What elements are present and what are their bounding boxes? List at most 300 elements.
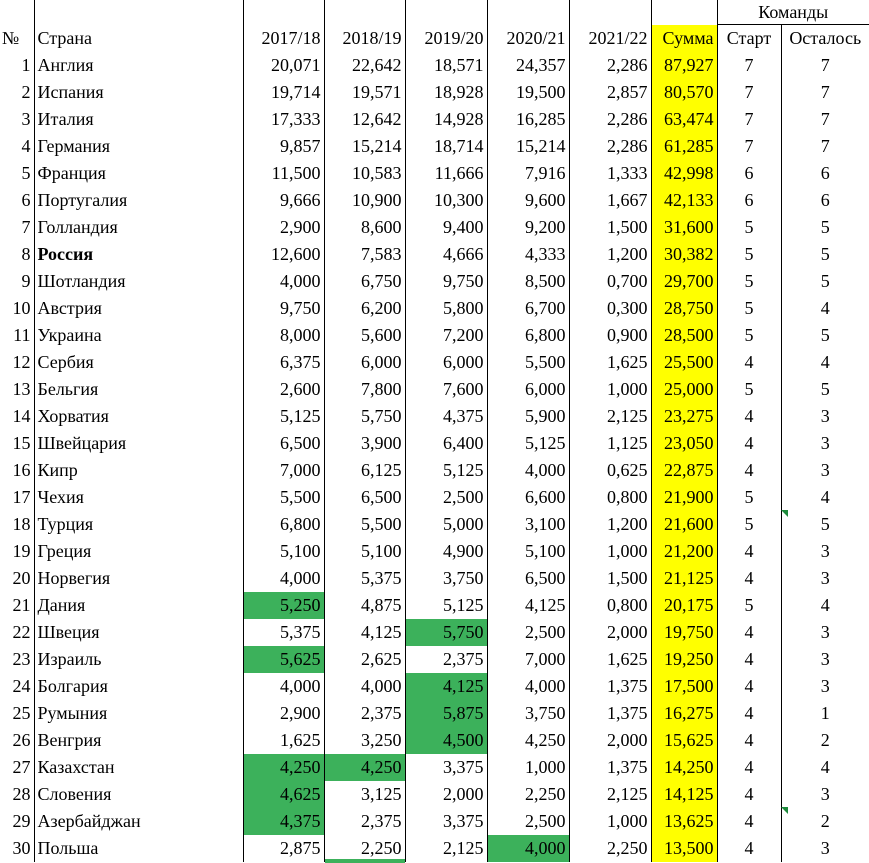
- rank-cell: 19: [12, 541, 31, 561]
- country-cell: Швеция: [34, 619, 243, 646]
- remaining-cell: 4: [781, 754, 869, 781]
- remaining-cell: 3: [781, 403, 869, 430]
- table-row: [0, 403, 869, 430]
- country-cell: Румыния: [34, 700, 243, 727]
- remaining-cell: 3: [781, 646, 869, 673]
- season-4-cell: 4,000: [487, 673, 569, 700]
- season-5-cell: 2,286: [569, 106, 651, 133]
- sum-cell: 16,275: [651, 700, 717, 727]
- country-cell: Украина: [34, 322, 243, 349]
- season-1-cell: 5,625: [243, 646, 324, 673]
- table-row: [0, 835, 869, 862]
- remaining-cell: 4: [781, 349, 869, 376]
- table-row: [0, 700, 869, 727]
- season-1-cell: 7,000: [243, 457, 324, 484]
- season-5-cell: 2,000: [569, 619, 651, 646]
- season-4-cell: 4,000: [487, 835, 569, 862]
- season-1-cell: 2,900: [243, 214, 324, 241]
- country-cell: Турция: [34, 511, 243, 538]
- remaining-cell: 1: [781, 700, 869, 727]
- header-season-5: 2021/22: [569, 25, 651, 53]
- season-2-cell: 3,125: [324, 781, 405, 808]
- season-1-cell: 2,600: [243, 376, 324, 403]
- country-cell: Италия: [34, 106, 243, 133]
- rank-cell: 3: [21, 109, 31, 129]
- season-2-cell: 6,500: [324, 484, 405, 511]
- season-3-cell: 18,571: [405, 52, 487, 79]
- season-4-cell: 1,000: [487, 754, 569, 781]
- empty-cell: [0, 0, 34, 25]
- season-5-cell: 1,333: [569, 160, 651, 187]
- remaining-cell: 7: [781, 106, 869, 133]
- season-5-cell: 0,625: [569, 457, 651, 484]
- season-1-cell: 2,875: [243, 835, 324, 862]
- sum-cell: 31,600: [651, 214, 717, 241]
- empty-cell: [243, 0, 324, 25]
- season-4-cell: 2,250: [487, 781, 569, 808]
- rank-cell: 13: [12, 379, 31, 399]
- season-4-cell: 6,000: [487, 376, 569, 403]
- table-row: [0, 808, 869, 835]
- season-5-cell: 1,625: [569, 646, 651, 673]
- rank-cell: 29: [12, 811, 31, 831]
- season-5-cell: 0,700: [569, 268, 651, 295]
- rank-cell: 17: [12, 487, 31, 507]
- start-cell: 4: [717, 457, 781, 484]
- rank-cell: 2: [21, 82, 31, 102]
- rank-cell: 16: [12, 460, 31, 480]
- sum-cell: 25,500: [651, 349, 717, 376]
- season-1-cell: 4,625: [243, 781, 324, 808]
- table-row: [0, 187, 869, 214]
- remaining-cell: 3: [781, 457, 869, 484]
- country-cell: Португалия: [34, 187, 243, 214]
- remaining-cell: 5: [781, 322, 869, 349]
- season-2-cell: 5,375: [324, 565, 405, 592]
- table-row: [0, 754, 869, 781]
- table-row: [0, 295, 869, 322]
- season-1-cell: 6,800: [243, 511, 324, 538]
- season-2-cell: 7,583: [324, 241, 405, 268]
- table-row: [0, 511, 869, 538]
- comment-indicator-icon: [781, 807, 788, 814]
- season-2-cell: 2,250: [324, 835, 405, 862]
- season-3-cell: 5,750: [405, 619, 487, 646]
- sum-cell: 21,900: [651, 484, 717, 511]
- table-row: [0, 79, 869, 106]
- season-1-cell: 19,714: [243, 79, 324, 106]
- start-cell: 5: [717, 322, 781, 349]
- table-row: [0, 376, 869, 403]
- season-3-cell: 9,400: [405, 214, 487, 241]
- season-2-cell: 3,250: [324, 727, 405, 754]
- season-3-cell: 6,400: [405, 430, 487, 457]
- sum-cell: 87,927: [651, 52, 717, 79]
- season-5-cell: 1,375: [569, 754, 651, 781]
- remaining-cell: 7: [781, 52, 869, 79]
- start-cell: 4: [717, 835, 781, 862]
- table-row: [0, 538, 869, 565]
- remaining-cell: 6: [781, 160, 869, 187]
- season-4-cell: 3,750: [487, 700, 569, 727]
- start-cell: 4: [717, 646, 781, 673]
- sum-cell: 42,133: [651, 187, 717, 214]
- remaining-cell: 4: [781, 484, 869, 511]
- season-3-cell: 4,500: [405, 727, 487, 754]
- start-cell: 5: [717, 295, 781, 322]
- country-cell: Голландия: [34, 214, 243, 241]
- season-2-cell: 6,000: [324, 349, 405, 376]
- group-header-row: [0, 0, 869, 25]
- season-5-cell: 0,300: [569, 295, 651, 322]
- season-1-cell: 6,500: [243, 430, 324, 457]
- rank-cell: 20: [12, 568, 31, 588]
- season-3-cell: 14,928: [405, 106, 487, 133]
- season-1-cell: 5,375: [243, 619, 324, 646]
- rank-cell: 18: [12, 514, 31, 534]
- rank-cell: 6: [21, 190, 31, 210]
- country-cell: Испания: [34, 79, 243, 106]
- season-1-cell: 5,500: [243, 484, 324, 511]
- rank-cell: 24: [12, 676, 31, 696]
- start-cell: 7: [717, 133, 781, 160]
- table-row: [0, 484, 869, 511]
- season-2-cell: 2,375: [324, 700, 405, 727]
- rank-cell: 28: [12, 784, 31, 804]
- season-1-cell: 4,375: [243, 808, 324, 835]
- season-4-cell: 5,500: [487, 349, 569, 376]
- season-3-cell: 2,375: [405, 646, 487, 673]
- season-1-cell: 9,750: [243, 295, 324, 322]
- season-4-cell: 9,200: [487, 214, 569, 241]
- season-3-cell: 7,200: [405, 322, 487, 349]
- empty-cell: [651, 0, 717, 25]
- table-row: [0, 349, 869, 376]
- rank-cell: 23: [12, 649, 31, 669]
- season-2-cell: 2,625: [324, 646, 405, 673]
- start-cell: 5: [717, 484, 781, 511]
- season-3-cell: 7,600: [405, 376, 487, 403]
- sum-cell: 28,750: [651, 295, 717, 322]
- season-2-cell: 5,100: [324, 538, 405, 565]
- remaining-cell: 6: [781, 187, 869, 214]
- country-cell: Казахстан: [34, 754, 243, 781]
- rank-cell: 12: [12, 352, 31, 372]
- season-5-cell: 2,857: [569, 79, 651, 106]
- start-cell: 5: [717, 592, 781, 619]
- rank-cell: 14: [12, 406, 31, 426]
- empty-cell: [405, 0, 487, 25]
- season-3-cell: 18,928: [405, 79, 487, 106]
- season-3-cell: 10,300: [405, 187, 487, 214]
- season-5-cell: 1,000: [569, 538, 651, 565]
- comment-indicator-icon: [781, 510, 788, 517]
- table-row: [0, 214, 869, 241]
- season-1-cell: 5,125: [243, 403, 324, 430]
- remaining-cell: 3: [781, 538, 869, 565]
- country-cell: Австрия: [34, 295, 243, 322]
- table-row: [0, 619, 869, 646]
- season-5-cell: 1,375: [569, 700, 651, 727]
- season-5-cell: 2,125: [569, 403, 651, 430]
- season-5-cell: 1,125: [569, 430, 651, 457]
- season-2-cell: 10,900: [324, 187, 405, 214]
- season-5-cell: 1,500: [569, 214, 651, 241]
- country-cell: Россия: [34, 241, 243, 268]
- season-3-cell: 4,125: [405, 673, 487, 700]
- season-2-cell: 8,600: [324, 214, 405, 241]
- header-season-3: 2019/20: [405, 25, 487, 53]
- sum-cell: 25,000: [651, 376, 717, 403]
- country-cell: Бельгия: [34, 376, 243, 403]
- header-start: Старт: [717, 25, 781, 53]
- remaining-cell: 7: [781, 133, 869, 160]
- remaining-cell: 7: [781, 79, 869, 106]
- season-5-cell: 1,667: [569, 187, 651, 214]
- sum-cell: 61,285: [651, 133, 717, 160]
- start-cell: 4: [717, 673, 781, 700]
- season-3-cell: 4,375: [405, 403, 487, 430]
- season-2-cell: 4,250: [324, 754, 405, 781]
- country-cell: Болгария: [34, 673, 243, 700]
- table-row: [0, 52, 869, 79]
- start-cell: 5: [717, 214, 781, 241]
- table-row: [0, 241, 869, 268]
- header-season-4: 2020/21: [487, 25, 569, 53]
- sum-cell: 14,125: [651, 781, 717, 808]
- rank-cell: 21: [12, 595, 31, 615]
- country-cell: Дания: [34, 592, 243, 619]
- table-row: [0, 106, 869, 133]
- season-5-cell: 2,125: [569, 781, 651, 808]
- start-cell: 4: [717, 727, 781, 754]
- country-cell: Венгрия: [34, 727, 243, 754]
- start-cell: 4: [717, 349, 781, 376]
- sum-cell: 17,500: [651, 673, 717, 700]
- rank-cell: 30: [12, 838, 31, 858]
- highlight-fragment: [325, 859, 405, 863]
- table-row: [0, 160, 869, 187]
- season-1-cell: 5,100: [243, 538, 324, 565]
- season-2-cell: 6,125: [324, 457, 405, 484]
- rank-cell: 15: [12, 433, 31, 453]
- start-cell: 4: [717, 808, 781, 835]
- start-cell: 7: [717, 52, 781, 79]
- country-cell: Словения: [34, 781, 243, 808]
- remaining-cell: 5: [781, 511, 869, 538]
- sum-cell: 20,175: [651, 592, 717, 619]
- rank-cell: 25: [12, 703, 31, 723]
- season-2-cell: 5,500: [324, 511, 405, 538]
- country-cell: Кипр: [34, 457, 243, 484]
- start-cell: 4: [717, 565, 781, 592]
- remaining-cell: 3: [781, 835, 869, 862]
- season-1-cell: 17,333: [243, 106, 324, 133]
- country-cell: Сербия: [34, 349, 243, 376]
- season-1-cell: 11,500: [243, 160, 324, 187]
- sum-cell: 21,125: [651, 565, 717, 592]
- season-2-cell: 6,750: [324, 268, 405, 295]
- season-1-cell: 20,071: [243, 52, 324, 79]
- season-4-cell: 3,100: [487, 511, 569, 538]
- remaining-cell: 3: [781, 781, 869, 808]
- start-cell: 5: [717, 511, 781, 538]
- season-5-cell: 0,800: [569, 592, 651, 619]
- season-4-cell: 24,357: [487, 52, 569, 79]
- season-2-cell: 3,900: [324, 430, 405, 457]
- season-5-cell: 1,625: [569, 349, 651, 376]
- header-sum: Сумма: [651, 25, 717, 53]
- remaining-cell: 3: [781, 619, 869, 646]
- header-remaining: Осталось: [781, 25, 869, 53]
- season-3-cell: 5,125: [405, 457, 487, 484]
- season-1-cell: 9,857: [243, 133, 324, 160]
- remaining-cell: 5: [781, 376, 869, 403]
- sum-cell: 23,050: [651, 430, 717, 457]
- start-cell: 4: [717, 700, 781, 727]
- season-1-cell: 2,900: [243, 700, 324, 727]
- season-3-cell: 2,000: [405, 781, 487, 808]
- season-1-cell: 4,000: [243, 268, 324, 295]
- start-cell: 6: [717, 160, 781, 187]
- season-4-cell: 7,916: [487, 160, 569, 187]
- season-1-cell: 12,600: [243, 241, 324, 268]
- season-5-cell: 2,286: [569, 52, 651, 79]
- start-cell: 4: [717, 430, 781, 457]
- rank-cell: 9: [21, 271, 31, 291]
- season-5-cell: 1,375: [569, 673, 651, 700]
- sum-cell: 22,875: [651, 457, 717, 484]
- table-row: [0, 592, 869, 619]
- season-5-cell: 1,200: [569, 241, 651, 268]
- empty-cell: [487, 0, 569, 25]
- season-2-cell: 5,600: [324, 322, 405, 349]
- start-cell: 5: [717, 268, 781, 295]
- rank-cell: 11: [13, 325, 31, 345]
- sum-cell: 21,600: [651, 511, 717, 538]
- sum-cell: 15,625: [651, 727, 717, 754]
- season-2-cell: 6,200: [324, 295, 405, 322]
- start-cell: 7: [717, 79, 781, 106]
- season-3-cell: 18,714: [405, 133, 487, 160]
- season-2-cell: 22,642: [324, 52, 405, 79]
- season-3-cell: 6,000: [405, 349, 487, 376]
- rank-cell: 5: [21, 163, 31, 183]
- rank-cell: 27: [12, 757, 31, 777]
- season-2-cell: 4,875: [324, 592, 405, 619]
- start-cell: 4: [717, 781, 781, 808]
- season-1-cell: 5,250: [243, 592, 324, 619]
- country-cell: Азербайджан: [34, 808, 243, 835]
- table-row: [0, 646, 869, 673]
- remaining-cell: 2: [781, 808, 869, 835]
- season-3-cell: 5,800: [405, 295, 487, 322]
- start-cell: 4: [717, 403, 781, 430]
- season-5-cell: 1,200: [569, 511, 651, 538]
- season-2-cell: 4,125: [324, 619, 405, 646]
- empty-cell: [324, 0, 405, 25]
- rank-cell: 26: [12, 730, 31, 750]
- sum-cell: 13,500: [651, 835, 717, 862]
- season-3-cell: 3,750: [405, 565, 487, 592]
- remaining-cell: 3: [781, 565, 869, 592]
- sum-cell: 19,250: [651, 646, 717, 673]
- country-cell: Швейцария: [34, 430, 243, 457]
- remaining-cell: 5: [781, 268, 869, 295]
- season-1-cell: 4,250: [243, 754, 324, 781]
- season-4-cell: 6,500: [487, 565, 569, 592]
- remaining-cell: 4: [781, 592, 869, 619]
- rank-cell: 8: [21, 244, 31, 264]
- start-cell: 7: [717, 106, 781, 133]
- season-3-cell: 5,875: [405, 700, 487, 727]
- season-2-cell: 10,583: [324, 160, 405, 187]
- sum-cell: 23,275: [651, 403, 717, 430]
- season-2-cell: 4,000: [324, 673, 405, 700]
- season-4-cell: 4,250: [487, 727, 569, 754]
- country-cell: Франция: [34, 160, 243, 187]
- column-header-row: [0, 25, 869, 53]
- table-row: [0, 727, 869, 754]
- season-4-cell: 15,214: [487, 133, 569, 160]
- season-1-cell: 8,000: [243, 322, 324, 349]
- season-4-cell: 2,500: [487, 808, 569, 835]
- season-3-cell: 2,500: [405, 484, 487, 511]
- season-5-cell: 2,000: [569, 727, 651, 754]
- start-cell: 5: [717, 241, 781, 268]
- season-3-cell: 5,000: [405, 511, 487, 538]
- sum-cell: 28,500: [651, 322, 717, 349]
- season-5-cell: 2,250: [569, 835, 651, 862]
- season-2-cell: 5,750: [324, 403, 405, 430]
- season-4-cell: 2,500: [487, 619, 569, 646]
- season-5-cell: 1,000: [569, 808, 651, 835]
- season-3-cell: 2,125: [405, 835, 487, 862]
- header-number: №: [2, 27, 20, 48]
- rank-cell: 4: [21, 136, 31, 156]
- season-3-cell: 11,666: [405, 160, 487, 187]
- season-5-cell: 0,800: [569, 484, 651, 511]
- header-season-2: 2018/19: [324, 25, 405, 53]
- rank-cell: 1: [21, 55, 31, 75]
- sum-cell: 42,998: [651, 160, 717, 187]
- rank-cell: 10: [12, 298, 31, 318]
- start-cell: 5: [717, 376, 781, 403]
- country-cell: Германия: [34, 133, 243, 160]
- season-1-cell: 9,666: [243, 187, 324, 214]
- season-4-cell: 8,500: [487, 268, 569, 295]
- country-cell: Хорватия: [34, 403, 243, 430]
- sum-cell: 30,382: [651, 241, 717, 268]
- country-cell: Чехия: [34, 484, 243, 511]
- season-1-cell: 6,375: [243, 349, 324, 376]
- season-4-cell: 6,700: [487, 295, 569, 322]
- season-5-cell: 1,000: [569, 376, 651, 403]
- season-1-cell: 1,625: [243, 727, 324, 754]
- season-4-cell: 7,000: [487, 646, 569, 673]
- remaining-cell: 3: [781, 430, 869, 457]
- rank-cell: 22: [12, 622, 31, 642]
- season-3-cell: 3,375: [405, 754, 487, 781]
- sum-cell: 63,474: [651, 106, 717, 133]
- table-row: [0, 457, 869, 484]
- season-4-cell: 5,900: [487, 403, 569, 430]
- country-cell: Польша: [34, 835, 243, 862]
- season-4-cell: 5,100: [487, 538, 569, 565]
- empty-cell: [34, 0, 243, 25]
- country-cell: Шотландия: [34, 268, 243, 295]
- season-4-cell: 4,000: [487, 457, 569, 484]
